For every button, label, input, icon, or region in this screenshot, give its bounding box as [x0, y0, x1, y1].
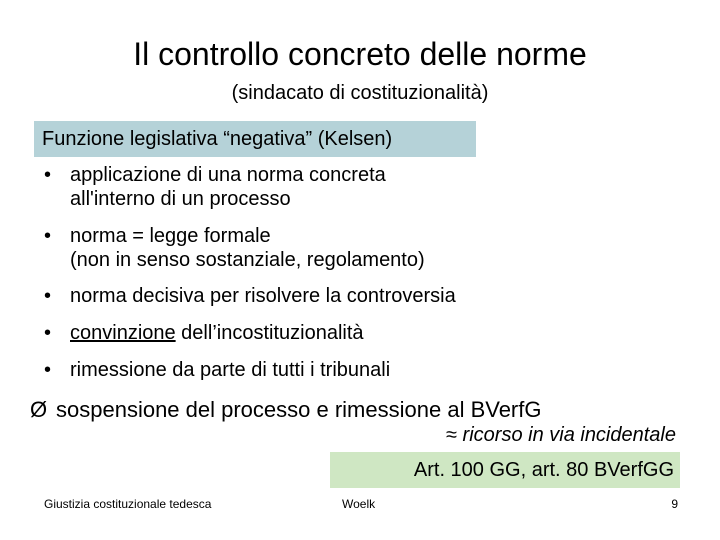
slide-subtitle: (sindacato di costituzionalità) [231, 82, 489, 104]
bullet-icon: • [44, 285, 52, 307]
page-number: 9 [671, 497, 678, 511]
article-reference-box: Art. 100 GG, art. 80 BVerfGG [330, 452, 680, 488]
bullet-icon: • [44, 322, 52, 344]
slide-title: Il controllo concreto delle norme [133, 36, 587, 72]
bullet-text-line1 [70, 321, 364, 345]
arrow-bullet-icon: Ø [30, 397, 48, 422]
approx-note [446, 424, 676, 447]
footer-left: Giustizia costituzionale tedesca [44, 497, 212, 511]
bullet-text-line2: (non in senso sostanziale, regolamento) [70, 249, 425, 271]
approx-icon: ≈ [446, 424, 457, 446]
bullet-text-line1: applicazione di una norma concreta [70, 164, 386, 186]
bullet-icon: • [44, 164, 52, 186]
bullet-text-line2: all'interno di un processo [70, 188, 291, 210]
highlight-box: Funzione legislativa “negativa” (Kelsen) [34, 121, 476, 157]
footer-center: Woelk [342, 497, 376, 511]
bullet-text-rest: dell’incostituzionalità [175, 322, 364, 344]
bullet-text-line1: norma = legge formale [70, 225, 271, 247]
bullet-icon: • [44, 359, 52, 381]
bullet-icon: • [44, 225, 52, 247]
bullet-text-line1: rimessione da parte di tutti i tribunali [70, 359, 391, 381]
bullet-text-line1: norma decisiva per risolvere la controversia [70, 285, 456, 307]
arrow-item-text: sospensione del processo e rimessione al BVerfG [56, 397, 542, 422]
underlined-word: convinzione [70, 322, 176, 344]
approx-text: ricorso in via incidentale [457, 424, 676, 446]
